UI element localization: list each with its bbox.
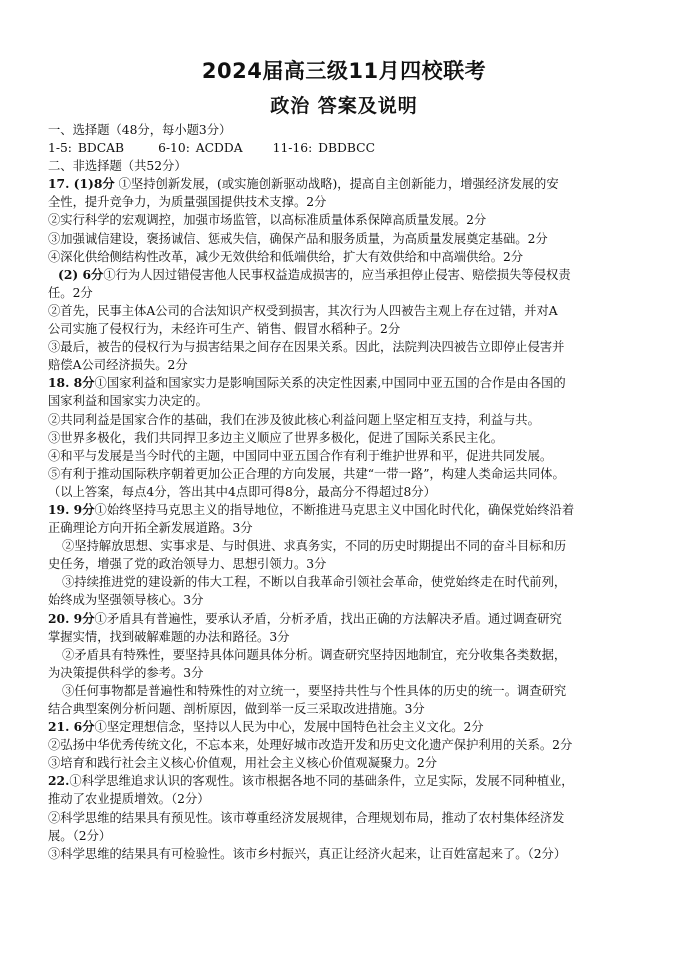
q17-line: ②实行科学的宏观调控，加强市场监管，以高标准质量体系保障高质量发展。2分 [48, 213, 487, 228]
q21-text: ①坚定理想信念，坚持以人民为中心，发展中国特色社会主义文化。2分 [94, 720, 484, 735]
q20-line: 为决策提供科学的参考。3分 [48, 665, 204, 680]
q21-line [48, 718, 648, 736]
q20-label: 20. 9分 [48, 610, 95, 626]
q19-line: 史任务，增强了党的政治领导力、思想引领力。3分 [48, 557, 327, 572]
q17-text: ①坚持创新发展，(或实施创新驱动战略)，提高自主创新能力，增强经济发展的安 [118, 177, 559, 192]
q17-line: ③最后，被告的侵权行为与损害结果之间存在因果关系。因此，法院判决四被告立即停止侵害并 [48, 340, 565, 355]
section1-heading: 一、选择题（48分，每小题3分） [48, 123, 232, 137]
q18-line: ⑤有利于推动国际秩序朝着更加公正合理的方向发展，共建“一带一路”，构建人类命运共同体。 [48, 466, 565, 481]
q18-line: ②共同利益是国家合作的基础，我们在涉及彼此核心利益问题上坚定相互支持，利益与共。 [48, 412, 540, 427]
q22-text: ①科学思维追求认识的客观性。该市根据各地不同的基础条件，立足实际，发展不同种植业， [69, 774, 574, 789]
q17-part2-line [48, 266, 648, 284]
choice-answer-group: 1-5: BDCAB [48, 141, 125, 156]
section2-heading: 二、非选择题（共52分） [48, 159, 187, 174]
q17-line [48, 175, 648, 193]
q22-label: 22. [48, 773, 70, 789]
q18-line: ③世界多极化，我们共同捍卫多边主义顺应了世界多极化，促进了国际关系民主化。 [48, 430, 503, 445]
choice-answers [48, 139, 648, 157]
q21-line: ③培育和践行社会主义核心价值观，用社会主义核心价值观凝聚力。2分 [48, 756, 438, 771]
q17-line: ④深化供给侧结构性改革，减少无效供给和低端供给，扩大有效供给和中高端供给。2分 [48, 249, 524, 264]
q20-line: ②矛盾具有特殊性，要坚持具体问题具体分析。调查研究坚持因地制宜，充分收集各类数据， [62, 647, 567, 662]
q19-line: ③持续推进党的建设新的伟大工程，不断以自我革命引领社会革命，使党始终走在时代前列， [62, 575, 567, 590]
choice-answer-group: 11-16: DBDBCC [272, 141, 375, 156]
q18-line: ④和平与发展是当今时代的主题，中国同中亚五国合作有利于维护世界和平，促进共同发展。 [48, 448, 553, 463]
q17-label: 17. (1)8分 [48, 176, 115, 192]
choice-answer-group: 6-10: ACDDA [158, 141, 243, 156]
q20-line [48, 610, 648, 628]
q18-label: 18. 8分 [48, 375, 95, 391]
q18-scoring-note: （以上答案，每点4分，答出其中4点即可得8分，最高分不得超过8分） [48, 484, 436, 499]
q17-line: ②首先，民事主体A公司的合法知识产权受到损害，其次行为人四被告主观上存在过错，并对A [48, 303, 558, 318]
q18-line [48, 374, 648, 392]
q20-line: 结合典型案例分析问题、剖析原因，做到举一反三采取改进措施。3分 [48, 702, 425, 716]
q19-text: ①始终坚持马克思主义的指导地位，不断推进马克思主义中国化时代化，确保党始终沿着 [94, 502, 575, 517]
q17-line: 任。2分 [48, 285, 93, 300]
q22-line: 展。（2分） [48, 828, 112, 843]
q17-text: ①行为人因过错侵害他人民事权益造成损害的，应当承担停止侵害、赔偿损失等侵权责 [103, 267, 571, 282]
q18-line: 国家利益和国家实力决定的。 [48, 394, 208, 409]
q21-label: 21. 6分 [48, 719, 95, 735]
q19-line: ②坚持解放思想、实事求是、与时俱进、求真务实，不同的历史时期提出不同的奋斗目标和历 [62, 539, 567, 554]
q17-line: 公司实施了侵权行为，未经许可生产、销售、假冒水稻种子。2分 [48, 322, 401, 337]
q20-line: ③任何事物都是普遍性和特殊性的对立统一，要坚持共性与个性具体的历史的统一。调查研究 [62, 683, 567, 698]
q19-label: 19. 9分 [48, 501, 95, 517]
answer-body [48, 121, 648, 863]
q19-line [48, 501, 648, 519]
q22-line: ③科学思维的结果具有可检验性。该市乡村振兴，真正让经济火起来，让百姓富起来了。（2分） [48, 846, 567, 861]
q19-line: 正确理论方向开拓全新发展道路。3分 [48, 521, 253, 536]
q18-text: ①国家利益和国家实力是影响国际关系的决定性因素,中国同中亚五国的合作是由各国的 [94, 376, 566, 391]
q22-line [48, 772, 648, 790]
q22-line: 推动了农业提质增效。（2分） [48, 792, 210, 807]
q19-line: 始终成为坚强领导核心。3分 [48, 593, 204, 608]
q20-line: 掌握实情，找到破解难题的办法和路径。3分 [48, 629, 290, 644]
page-subtitle: 政治 答案及说明 [270, 95, 418, 117]
q21-line: ②弘扬中华优秀传统文化，不忘本来，处理好城市改造开发和历史文化遗产保护利用的关系。2分 [48, 738, 573, 753]
q17-line: 赔偿A公司经济损失。2分 [48, 358, 188, 373]
q17-line: ③加强诚信建设，褒扬诚信、惩戒失信，确保产品和服务质量，为高质量发展奠定基础。2分 [48, 231, 548, 246]
q17-line: 全性，提升竞争力，为质量强国提供技术支撑。2分 [48, 195, 327, 210]
q20-text: ①矛盾具有普遍性，要承认矛盾，分析矛盾，找出正确的方法解决矛盾。通过调查研究 [94, 611, 562, 626]
q22-line: ②科学思维的结果具有预见性。该市尊重经济发展规律，合理规划布局，推动了农村集体经济发 [48, 810, 565, 825]
q17-part2-label: (2) 6分 [58, 266, 104, 282]
page-title: 2024届高三级11月四校联考 [201, 59, 487, 83]
